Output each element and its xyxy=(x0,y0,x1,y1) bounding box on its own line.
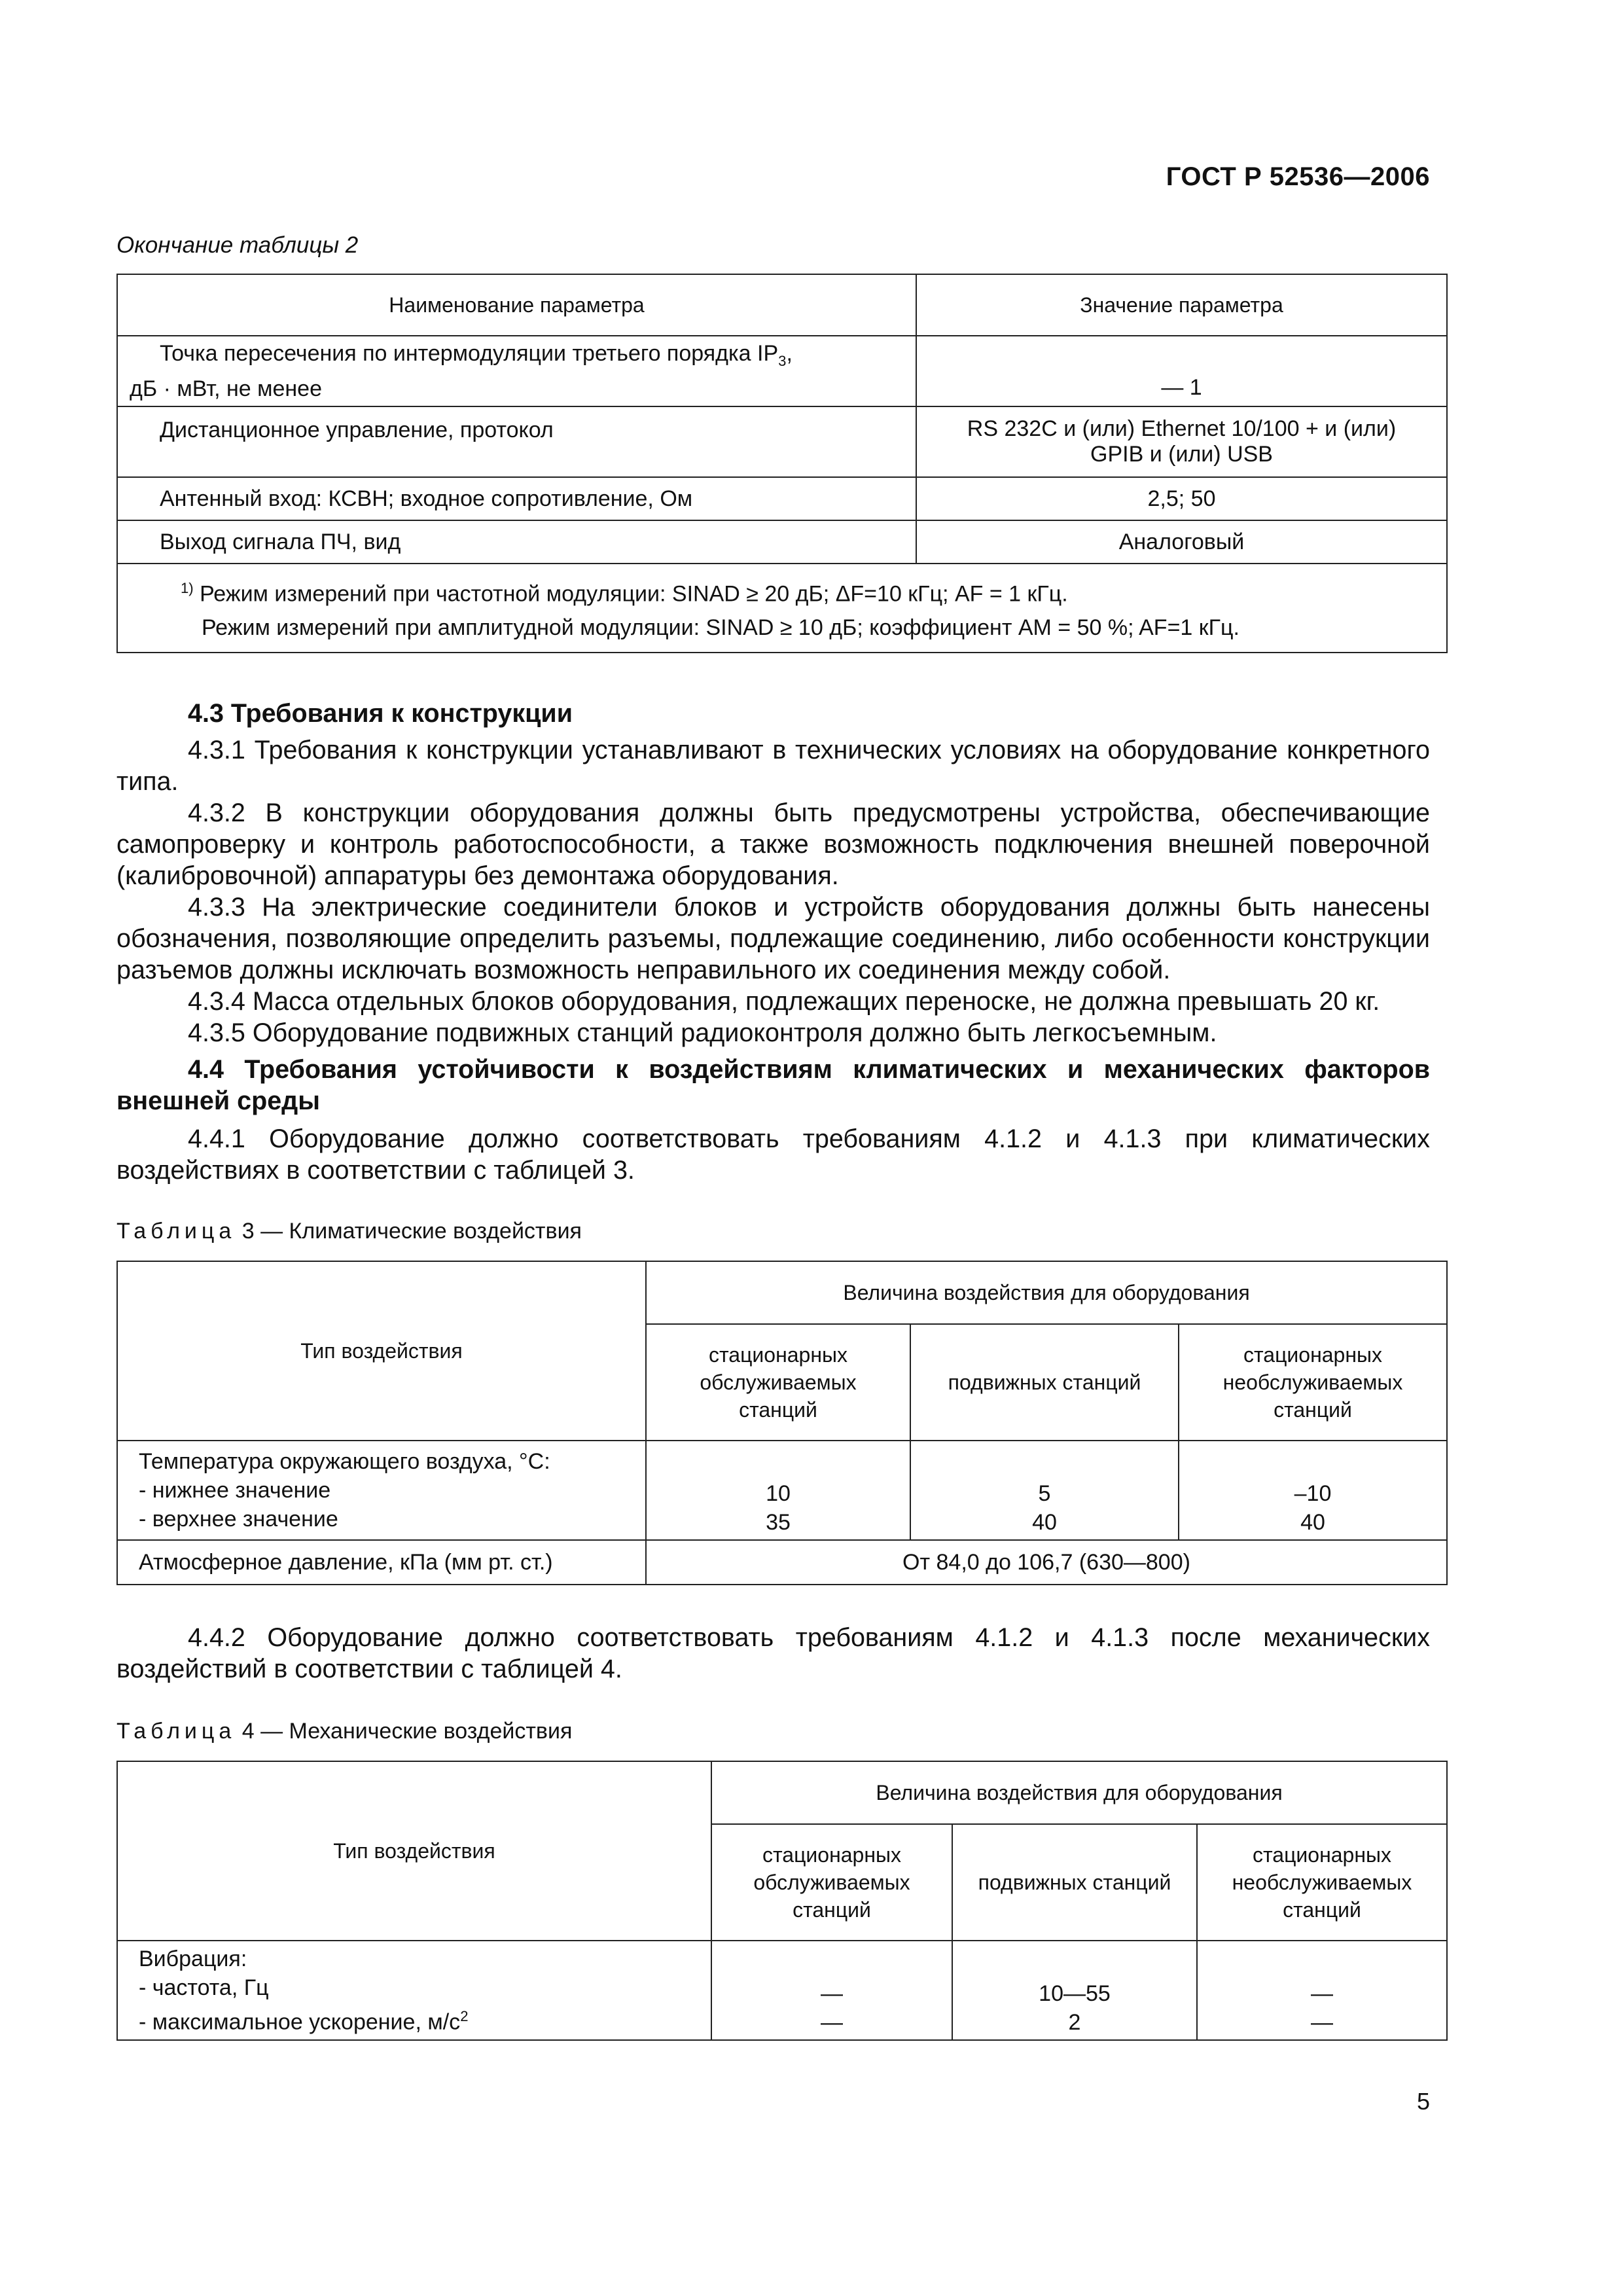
column-header-stationary-serviced: стационарных обслуживаемых станций xyxy=(646,1324,910,1441)
parameter-cell xyxy=(117,1941,711,2040)
value-cell xyxy=(1179,1441,1447,1540)
section-4-4 xyxy=(116,1054,1430,1186)
parameter-text-end: , xyxy=(786,341,793,367)
value-acceleration: — xyxy=(821,2010,843,2035)
table-4-caption xyxy=(116,1719,572,1744)
footnote-cell xyxy=(117,564,1447,653)
paragraph: 4.4.2 Оборудование должно соответствовать требованиям 4.1.2 и 4.1.3 после механических воздействий в соответствии с таблицей 4. xyxy=(116,1623,1430,1683)
value-cell xyxy=(910,1441,1179,1540)
footnote-line: Режим измерений при амплитудной модуляции: SINAD ≥ 10 дБ; коэффициент AM = 50 %; AF=1 кГц. xyxy=(202,615,1240,641)
value-low: 10 xyxy=(766,1481,791,1506)
paragraph: 4.3.1 Требования к конструкции устанавливают в технических условиях на оборудование конкретного типа. xyxy=(116,736,1430,796)
section-heading: 4.4 Требования устойчивости к воздействиям климатических и механических факторов внешней среды xyxy=(116,1055,1430,1115)
value-cell xyxy=(1197,1941,1447,2040)
parameter-cell xyxy=(117,1441,646,1540)
value-cell: От 84,0 до 106,7 (630—800) xyxy=(646,1540,1447,1585)
column-header-stationary-serviced: стационарных обслуживаемых станций xyxy=(711,1824,952,1941)
value-acceleration: 2 xyxy=(1068,2010,1081,2035)
value-cell xyxy=(952,1941,1197,2040)
value-low: 5 xyxy=(1038,1481,1051,1506)
section-4-3 xyxy=(116,698,1430,1049)
document-number: ГОСТ Р 52536—2006 xyxy=(1166,162,1430,191)
temperature-label: Температура окружающего воздуха, °С: xyxy=(139,1449,550,1474)
column-header-type: Тип воздействия xyxy=(117,1761,711,1941)
paragraph: 4.4.1 Оборудование должно соответствовать требованиям 4.1.2 и 4.1.3 при климатических воздействиях в соответствии с таблицей 3. xyxy=(116,1124,1430,1185)
table-continuation-label: Окончание таблицы 2 xyxy=(116,232,359,258)
column-header-type: Тип воздействия xyxy=(117,1261,646,1441)
temperature-low-label: - нижнее значение xyxy=(139,1478,331,1503)
table-row xyxy=(117,477,1447,520)
paragraph: 4.3.3 На электрические соединители блоков и устройств оборудования должны быть нанесены обозначения, позволяющие определить разъемы, подлежащие соединению, либо особенности конструкции разъемов должны исключать возможность неправильного их соединения между собой. xyxy=(116,893,1430,984)
value-line: RS 232C и (или) Ethernet 10/100 + и (или) xyxy=(967,416,1397,441)
subscript: 3 xyxy=(778,352,787,369)
footnote-line: Режим измерений при частотной модуляции: SINAD ≥ 20 дБ; ΔF=10 кГц; AF = 1 кГц. xyxy=(200,581,1068,607)
parameter-cell: Антенный вход: КСВН; входное сопротивление, Ом xyxy=(117,477,916,520)
section-heading: 4.3 Требования к конструкции xyxy=(188,699,573,728)
value-cell xyxy=(646,1441,910,1540)
table-3-caption xyxy=(116,1219,582,1244)
paragraph: 4.3.2 В конструкции оборудования должны быть предусмотрены устройства, обеспечивающие самопроверку и контроль работоспособности, а также возможность подключения внешней поверочной (калибровочной) аппаратуры без демонтажа оборудования. xyxy=(116,798,1430,890)
value-cell: Аналоговый xyxy=(916,520,1447,564)
caption-title: 4 — Механические воздействия xyxy=(236,1719,573,1744)
caption-word: Таблица xyxy=(116,1719,236,1744)
paragraph: 4.3.5 Оборудование подвижных станций радиоконтроля должно быть легкосъемным. xyxy=(188,1018,1217,1047)
value-frequency: 10—55 xyxy=(1039,1981,1111,2006)
table-row xyxy=(117,1540,1447,1585)
parameter-text: Точка пересечения по интермодуляции третьего порядка IP xyxy=(160,341,779,367)
table-3 xyxy=(116,1261,1448,1585)
parameter-cell: Дистанционное управление, протокол xyxy=(117,406,916,477)
caption-title: 3 — Климатические воздействия xyxy=(236,1219,582,1244)
table-row xyxy=(117,1941,1447,2040)
paragraph: 4.3.4 Масса отдельных блоков оборудования, подлежащих переноске, не должна превышать 20 кг. xyxy=(188,987,1380,1016)
parameter-cell: Атмосферное давление, кПа (мм рт. ст.) xyxy=(117,1540,646,1585)
column-header-parameter: Наименование параметра xyxy=(117,274,916,336)
value-cell xyxy=(916,406,1447,477)
table-row xyxy=(117,406,1447,477)
column-group-header: Величина воздействия для оборудования xyxy=(711,1761,1447,1824)
section-4-4-2 xyxy=(116,1622,1430,1685)
table-2 xyxy=(116,274,1448,653)
value-cell: 2,5; 50 xyxy=(916,477,1447,520)
column-header-value: Значение параметра xyxy=(916,274,1447,336)
footnote-row xyxy=(117,564,1447,653)
column-header-stationary-unserviced: стационарных необслуживаемых станций xyxy=(1197,1824,1447,1941)
parameter-cell: Выход сигнала ПЧ, вид xyxy=(117,520,916,564)
caption-word: Таблица xyxy=(116,1219,236,1244)
table-row xyxy=(117,1441,1447,1540)
table-row xyxy=(117,336,1447,406)
value-low: –10 xyxy=(1294,1481,1332,1506)
column-group-header: Величина воздействия для оборудования xyxy=(646,1261,1447,1324)
value-high: 35 xyxy=(766,1510,791,1535)
value-line: GPIB и (или) USB xyxy=(1090,442,1273,467)
value-cell: — 1 xyxy=(916,336,1447,406)
parameter-text-line2: дБ · мВт, не менее xyxy=(130,376,322,401)
footnote-mark: 1) xyxy=(181,579,194,596)
column-header-stationary-unserviced: стационарных необслуживаемых станций xyxy=(1179,1324,1447,1441)
column-header-mobile: подвижных станций xyxy=(910,1324,1179,1441)
parameter-cell xyxy=(117,336,916,406)
value-cell xyxy=(711,1941,952,2040)
page-number: 5 xyxy=(1416,2088,1430,2115)
temperature-high-label: - верхнее значение xyxy=(139,1507,338,1532)
superscript: 2 xyxy=(460,2007,469,2024)
table-4 xyxy=(116,1761,1448,2041)
frequency-label: - частота, Гц xyxy=(139,1975,269,2000)
table-header-row xyxy=(117,1261,1447,1324)
value-high: 40 xyxy=(1300,1510,1325,1535)
vibration-label: Вибрация: xyxy=(139,1946,247,1971)
value-acceleration: — xyxy=(1311,2010,1333,2035)
value-frequency: — xyxy=(821,1981,843,2006)
column-header-mobile: подвижных станций xyxy=(952,1824,1197,1941)
value-frequency: — xyxy=(1311,1981,1333,2006)
acceleration-label: - максимальное ускорение, м/с xyxy=(139,2009,461,2035)
value-high: 40 xyxy=(1032,1510,1057,1535)
table-header-row xyxy=(117,1761,1447,1824)
table-header-row xyxy=(117,274,1447,336)
table-row xyxy=(117,520,1447,564)
